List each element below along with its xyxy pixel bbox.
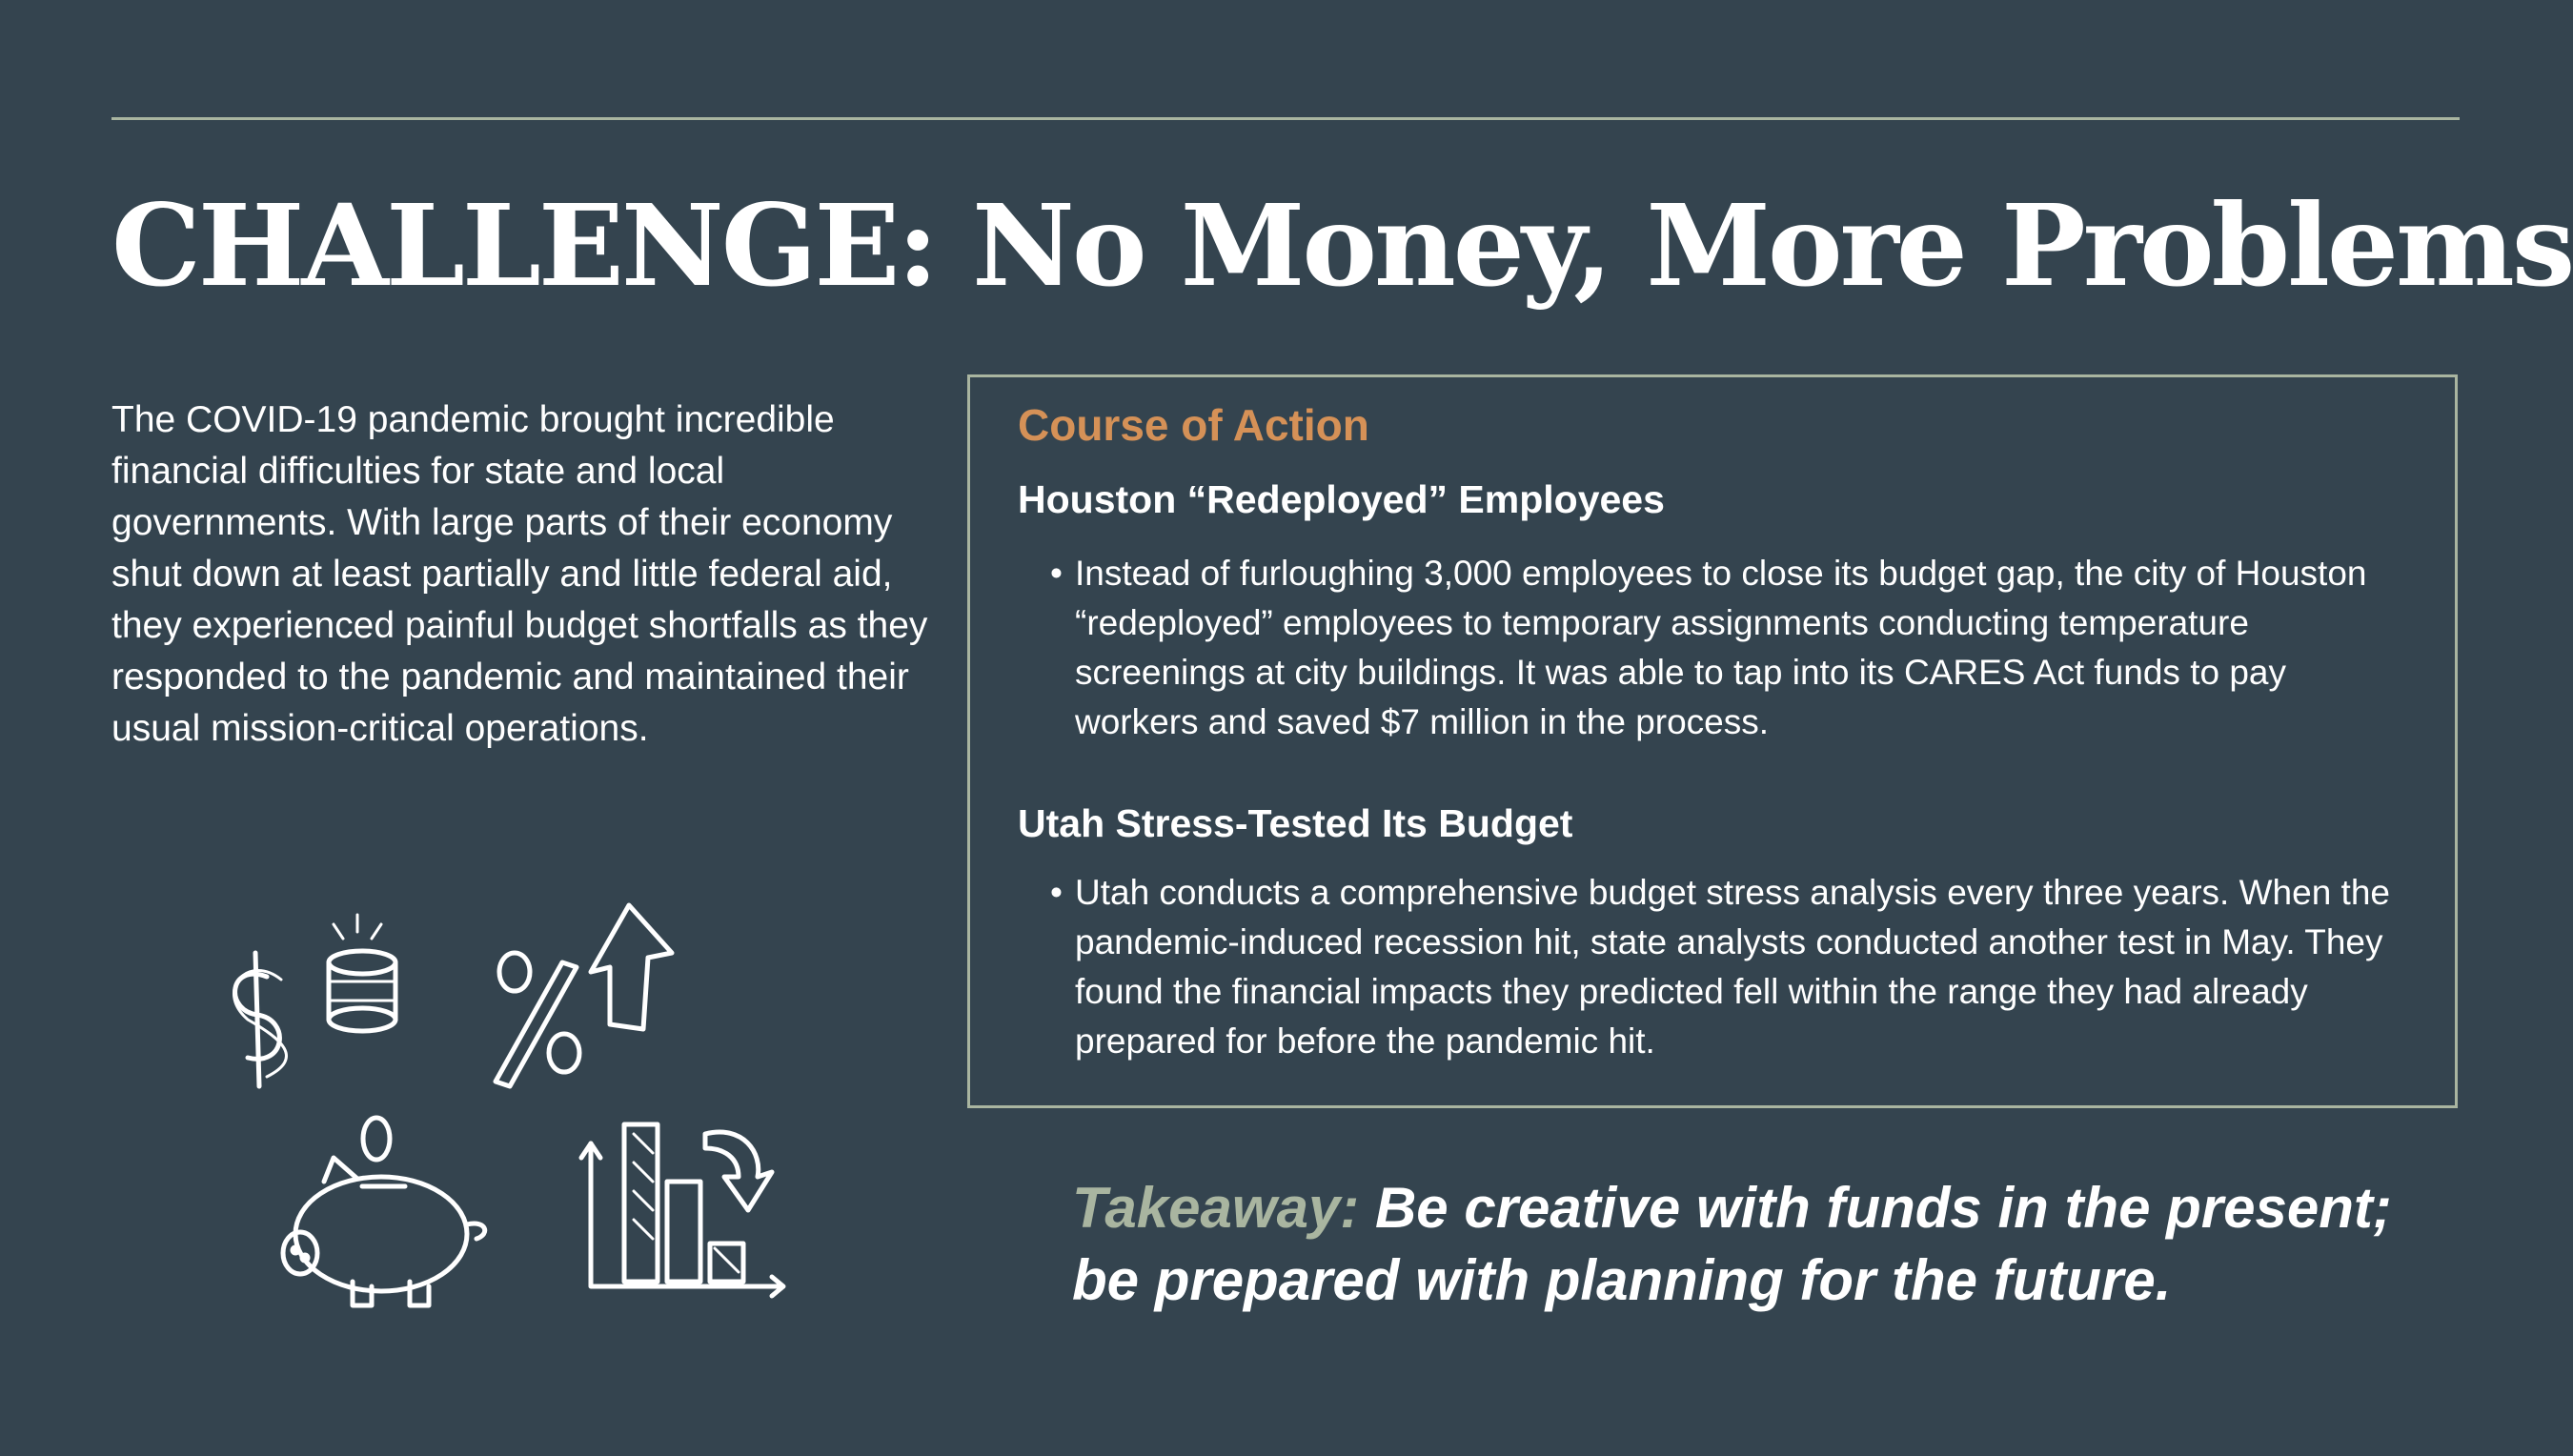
- case-body-utah: [1050, 868, 2409, 1066]
- piggy-bank-icon: [283, 1118, 485, 1305]
- takeaway-statement: [1072, 1172, 2454, 1317]
- course-of-action-box: [967, 374, 2458, 1108]
- case-title-utah: Utah Stress-Tested Its Budget: [1018, 801, 1573, 845]
- takeaway-line-2: be prepared with planning for the future.: [1072, 1248, 2172, 1312]
- bullet-marker: •: [1050, 554, 1063, 593]
- dollar-coins-icon: [234, 915, 395, 1086]
- bullet-marker: •: [1050, 873, 1063, 912]
- takeaway-label: Takeaway:: [1072, 1176, 1360, 1240]
- slide-title: CHALLENGE: No Money, More Problems: [111, 179, 2573, 312]
- case-bullet-text: Instead of furloughing 3,000 employees to close its budget gap, the city of Houston “redeployed” employees to temporary assignments conducting temperature screenings at city buildings. It was able to tap into its CARES Act funds to pay workers and saved $7 million in the process.: [1075, 554, 2367, 741]
- course-of-action-heading: Course of Action: [1018, 400, 1369, 450]
- case-title-houston: Houston “Redeployed” Employees: [1018, 477, 1665, 521]
- takeaway-line-1: Be creative with funds in the present;: [1374, 1176, 2392, 1240]
- finance-doodles: [210, 896, 800, 1325]
- intro-paragraph: The COVID-19 pandemic brought incredible financial difficulties for state and local governments. With large parts of their economy shut down at least partially and little federal aid, they experienced painful budget shortfalls as they responded to the pandemic and maintained their usual mission-critical operations.: [111, 399, 928, 749]
- case-body-houston: [1050, 549, 2409, 747]
- top-divider: [111, 117, 2460, 120]
- declining-bar-chart-icon: [581, 1124, 783, 1296]
- case-bullet-text: Utah conducts a comprehensive budget stress analysis every three years. When the pandemic-induced recession hit, state analysts conducted another test in May. They found the financial impacts they predicted fell within the range they had already prepared for before the pandemic hit.: [1075, 873, 2390, 1061]
- percent-arrow-up-icon: [496, 905, 672, 1086]
